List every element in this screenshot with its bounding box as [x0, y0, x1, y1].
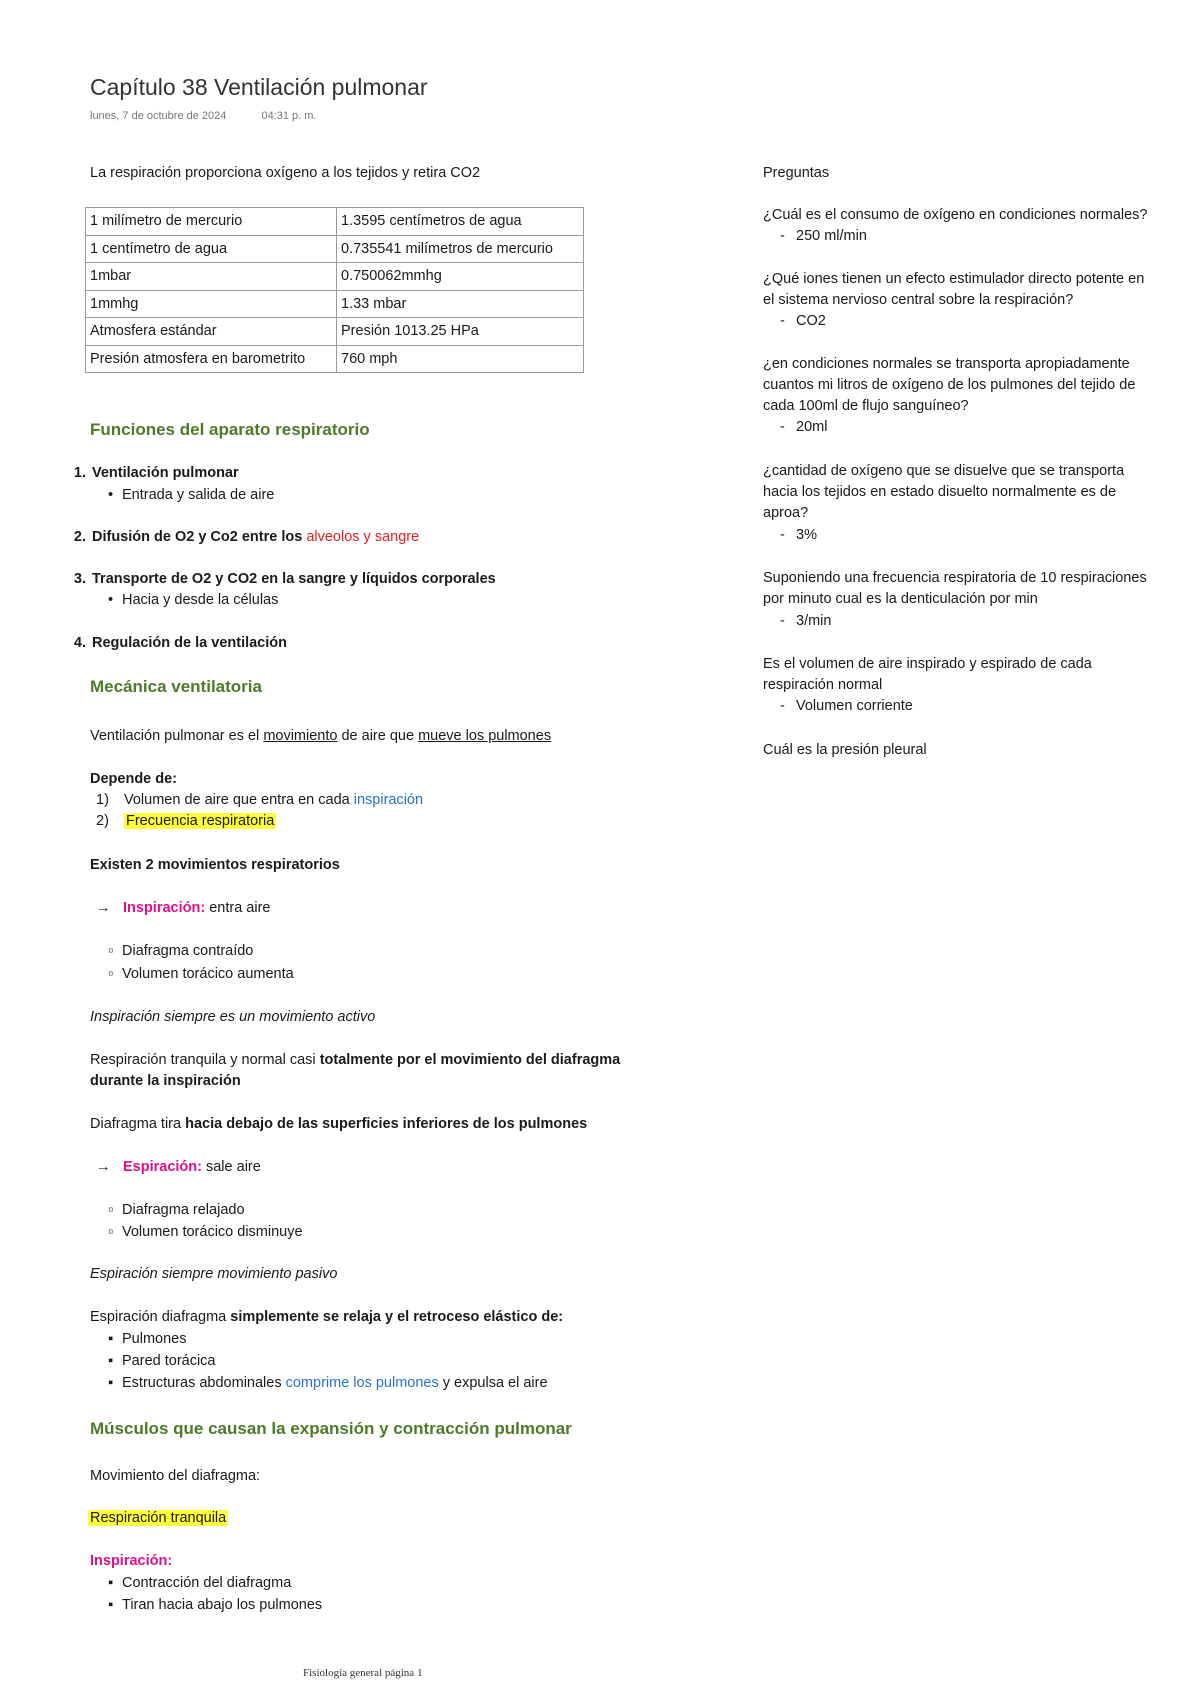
list-label: Difusión de O2 y Co2 entre los [92, 529, 307, 545]
highlighted-text: Frecuencia respiratoria [126, 813, 275, 829]
subitem-label: Volumen torácico disminuye [122, 1224, 303, 1240]
subitem-label: Tiran hacia abajo los pulmones [122, 1597, 323, 1613]
definition-text [90, 726, 551, 746]
list-subitem [108, 1595, 322, 1615]
espiracion-line [96, 1157, 261, 1177]
table-cell: 0.735541 milímetros de mercurio [337, 235, 584, 263]
text-span: Volumen de aire que entra en cada [124, 792, 354, 808]
text-span-bold: totalmente por el movimiento del diafragma [319, 1052, 621, 1068]
list-number: 3. [73, 571, 86, 587]
text-span-pink: Inspiración: [123, 900, 206, 916]
subitem-label: Hacia y desde la células [122, 592, 279, 608]
list-number: 2. [73, 529, 86, 545]
question-text: por minuto cual es la denticulación por min [763, 591, 1038, 607]
table-row [86, 263, 584, 291]
espiracion-diafragma-text [90, 1307, 563, 1327]
table-cell: Atmosfera estándar [86, 318, 337, 346]
arrow-right-icon: → [96, 900, 111, 916]
preguntas-title: Preguntas [763, 165, 830, 181]
square-bullet-icon: ▪ [108, 1597, 114, 1613]
heading-musculos: Músculos que causan la expansión y contracción pulmonar [90, 1419, 572, 1438]
square-bullet-icon: ▪ [108, 1331, 114, 1347]
table-row [86, 208, 584, 236]
table-row [86, 290, 584, 318]
text-span-underlined: movimiento [263, 728, 338, 744]
subitem-label: Contracción del diafragma [122, 1575, 292, 1591]
list-label: Regulación de la ventilación [92, 635, 287, 651]
text-span: Diafragma tira [90, 1116, 186, 1132]
answer-text [780, 226, 867, 246]
subitem-label: Pulmones [122, 1331, 187, 1347]
answer-value: 3% [796, 527, 817, 543]
square-bullet-icon: ▪ [108, 1353, 114, 1369]
answer-value: 20ml [796, 419, 828, 435]
table-row [86, 345, 584, 373]
question-text: ¿Qué iones tienen un efecto estimulador directo potente en [763, 271, 1145, 287]
intro-text: La respiración proporciona oxígeno a los tejidos y retira CO2 [90, 165, 481, 181]
table-cell: 760 mph [337, 345, 584, 373]
table-row [86, 235, 584, 263]
list-number: 1. [73, 465, 86, 481]
list-number: 1) [96, 792, 109, 808]
list-subitem [108, 1373, 548, 1393]
list-item [58, 569, 496, 589]
answer-text [780, 311, 826, 331]
page-date: lunes, 7 de octubre de 2024 [90, 110, 227, 122]
table-row [86, 318, 584, 346]
table-cell: 1mbar [86, 263, 337, 291]
answer-value: 3/min [796, 613, 832, 629]
text-span: de aire que [337, 728, 419, 744]
depende-label: Depende de: [90, 771, 178, 787]
respiracion-text [90, 1050, 620, 1070]
subitem-label: Pared torácica [122, 1353, 216, 1369]
square-bullet-icon: ▫ [108, 943, 114, 959]
table-cell: 1 milímetro de mercurio [86, 208, 337, 236]
text-span-underlined: mueve los pulmones [418, 728, 552, 744]
answer-text [780, 611, 831, 631]
list-label: Transporte de O2 y CO2 en la sangre y líquidos corporales [92, 571, 496, 587]
text-span: entra aire [205, 900, 271, 916]
list-subitem [108, 590, 278, 610]
question-text: cada 100ml de flujo sanguíneo? [763, 398, 969, 414]
arrow-right-icon: → [96, 1159, 111, 1175]
question-text: respiración normal [763, 677, 883, 693]
list-subitem [108, 941, 253, 961]
list-subitem [108, 1222, 303, 1242]
respiracion-text-cont: durante la inspiración [90, 1073, 241, 1089]
question-text: el sistema nervioso central sobre la respiración? [763, 292, 1074, 308]
bullet-icon: • [108, 592, 114, 608]
answer-value: Volumen corriente [796, 698, 913, 714]
espiracion-note: Espiración siempre movimiento pasivo [90, 1266, 338, 1282]
dash-icon: - [780, 313, 785, 329]
text-span-blue: inspiración [353, 792, 424, 808]
answer-text [780, 525, 817, 545]
text-span: sale aire [201, 1159, 261, 1175]
list-item [58, 633, 287, 653]
square-bullet-icon: ▪ [108, 1575, 114, 1591]
question-text: ¿Cuál es el consumo de oxígeno en condiciones normales? [763, 207, 1148, 223]
list-label: Ventilación pulmonar [92, 465, 239, 481]
inspiracion-label: Inspiración: [90, 1553, 173, 1569]
question-text: aproa? [763, 505, 809, 521]
list-subitem [108, 964, 294, 984]
subitem-label: Volumen torácico aumenta [122, 966, 294, 982]
text-span: y expulsa el aire [438, 1375, 548, 1391]
answer-text [780, 696, 913, 716]
table-cell: Presión atmosfera en barometrito [86, 345, 337, 373]
page-meta [90, 110, 349, 122]
text-span-blue: comprime los pulmones [285, 1375, 439, 1391]
page-title: Capítulo 38 Ventilación pulmonar [90, 74, 428, 100]
list-item [96, 790, 423, 810]
question-text: hacia los tejidos en estado disuelto normalmente es de [763, 484, 1117, 500]
list-subitem [108, 1573, 291, 1593]
square-bullet-icon: ▫ [108, 966, 114, 982]
text-span: Respiración tranquila y normal casi [90, 1052, 320, 1068]
inspiracion-note: Inspiración siempre es un movimiento activo [90, 1009, 376, 1025]
subitem-label: Estructuras abdominales [122, 1375, 286, 1391]
subitem-label: Diafragma relajado [122, 1202, 245, 1218]
subitem-label: Diafragma contraído [122, 943, 254, 959]
dash-icon: - [780, 613, 785, 629]
diafragma-text [90, 1114, 587, 1134]
square-bullet-icon: ▫ [108, 1224, 114, 1240]
question-text: Cuál es la presión pleural [763, 742, 927, 758]
question-text: ¿cantidad de oxígeno que se disuelve que se transporta [763, 463, 1125, 479]
dash-icon: - [780, 698, 785, 714]
list-item [96, 811, 276, 831]
answer-value: 250 ml/min [796, 228, 867, 244]
list-subitem [108, 1200, 245, 1220]
question-text: Suponiendo una frecuencia respiratoria de 10 respiraciones [763, 570, 1147, 586]
text-span-pink: Espiración: [123, 1159, 202, 1175]
list-subitem [108, 485, 274, 505]
answer-text [780, 417, 827, 437]
text-span: Espiración diafragma [90, 1309, 231, 1325]
list-subitem [108, 1351, 216, 1371]
list-label-red: alveolos y sangre [306, 529, 420, 545]
heading-mecanica: Mecánica ventilatoria [90, 677, 262, 696]
list-item [58, 463, 239, 483]
table-cell: 1mmhg [86, 290, 337, 318]
question-text: Es el volumen de aire inspirado y espirado de cada [763, 656, 1092, 672]
subitem-label: Entrada y salida de aire [122, 487, 275, 503]
list-item [58, 527, 419, 547]
question-text: cuantos mi litros de oxígeno de los pulmones del tejido de [763, 377, 1136, 393]
square-bullet-icon: ▫ [108, 1202, 114, 1218]
respiracion-tranquila [88, 1508, 228, 1528]
list-number: 2) [96, 813, 109, 829]
inspiracion-line [96, 898, 270, 918]
highlighted-text: Respiración tranquila [90, 1510, 227, 1526]
existen-text: Existen 2 movimientos respiratorios [90, 857, 340, 873]
dash-icon: - [780, 419, 785, 435]
text-span-bold: hacia debajo de las superficies inferiores de los pulmones [185, 1116, 588, 1132]
answer-value: CO2 [796, 313, 826, 329]
square-bullet-icon: ▪ [108, 1375, 114, 1391]
text-span: Ventilación pulmonar es el [90, 728, 264, 744]
question-text: ¿en condiciones normales se transporta apropiadamente [763, 356, 1130, 372]
dash-icon: - [780, 228, 785, 244]
table-cell: 1.3595 centímetros de agua [337, 208, 584, 236]
page-footer: Fisiología general página 1 [303, 1667, 423, 1679]
text-span-bold: simplemente se relaja y el retroceso elástico de: [230, 1309, 564, 1325]
table-cell: Presión 1013.25 HPa [337, 318, 584, 346]
table-cell: 1.33 mbar [337, 290, 584, 318]
movimiento-text: Movimiento del diafragma: [90, 1468, 261, 1484]
conversion-table [85, 207, 584, 373]
bullet-icon: • [108, 487, 114, 503]
page-time: 04:31 p. m. [261, 110, 317, 122]
table-cell: 0.750062mmhg [337, 263, 584, 291]
list-number: 4. [73, 635, 86, 651]
list-subitem [108, 1329, 186, 1349]
heading-funciones: Funciones del aparato respiratorio [90, 420, 370, 439]
dash-icon: - [780, 527, 785, 543]
table-cell: 1 centímetro de agua [86, 235, 337, 263]
